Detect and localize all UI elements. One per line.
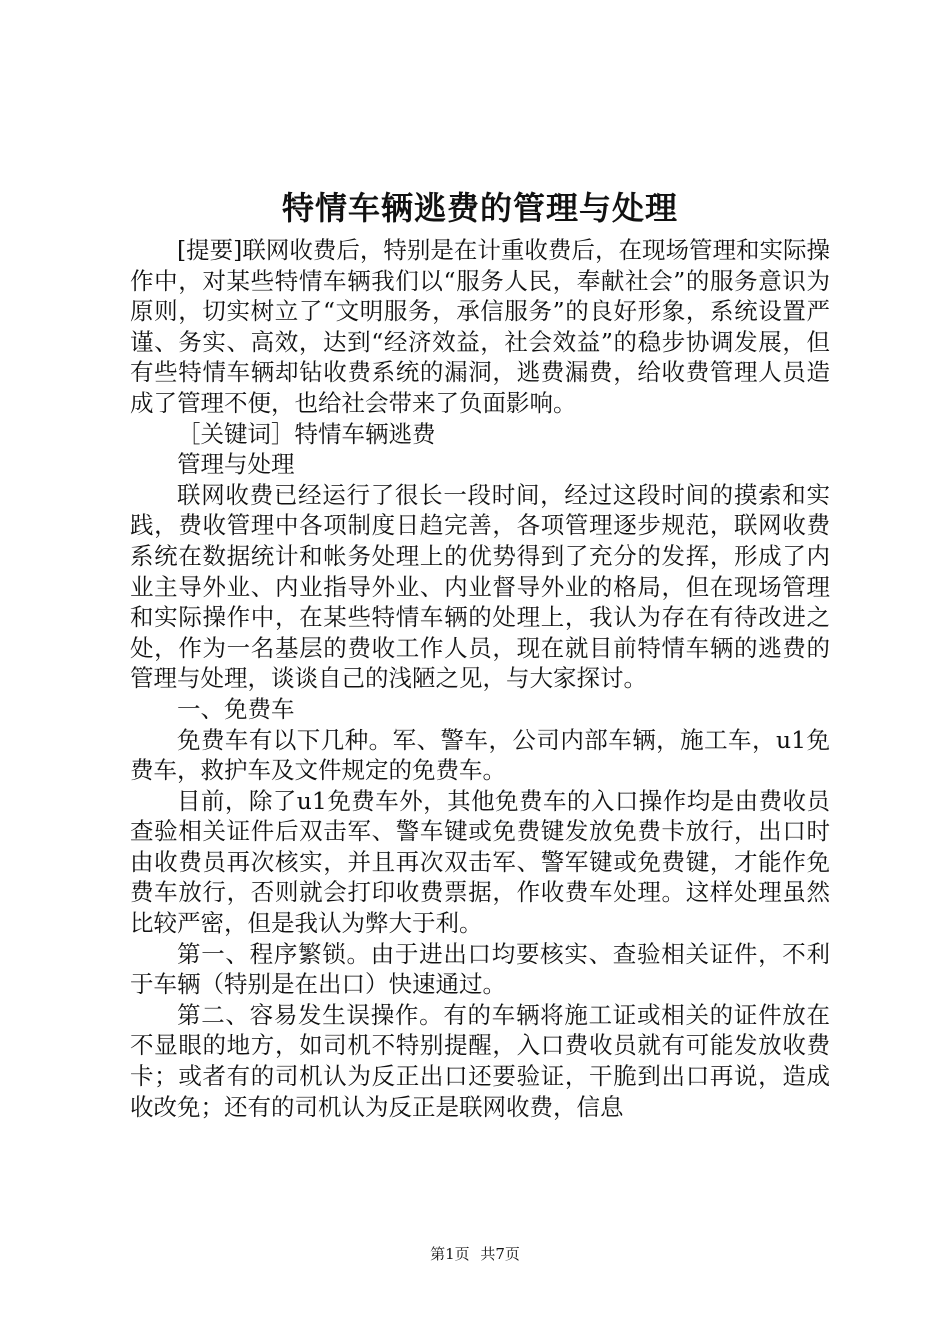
body-paragraph: 免费车有以下几种。军、警车，公司内部车辆，施工车，u1免费车，救护车及文件规定的免费车。	[130, 725, 830, 785]
keywords-continuation: 管理与处理	[177, 450, 295, 479]
keywords-line: ［关键词］特情车辆逃费	[177, 419, 436, 448]
abstract-paragraph: [提要]联网收费后，特别是在计重收费后，在现场管理和实际操作中，对某些特情车辆我们以“服务人民，奉献社会”的服务意识为原则，切实树立了“文明服务，承信服务”的良好形象，系统设置严谨、务实、高效，达到“经济效益，社会效益”的稳步协调发展，但有些特情车辆却钻收费系统的漏洞，逃费漏费，给收费管理人员造成了管理不便，也给社会带来了负面影响。	[130, 236, 830, 417]
document-title: 特情车辆逃费的管理与处理	[281, 189, 678, 227]
section-heading: 一、免费车	[177, 694, 295, 723]
page-footer	[0, 1244, 950, 1264]
body-paragraph: 目前，除了u1免费车外，其他免费车的入口操作均是由费收员查验相关证件后双击军、警车键或免费键发放免费卡放行，出口时由收费员再次核实，并且再次双击军、警军键或免费键，才能作免费车放行，否则就会打印收费票据，作收费车处理。这样处理虽然比较严密，但是我认为弊大于利。	[130, 786, 830, 938]
document-body	[130, 235, 830, 1122]
page-total: 共7页	[480, 1245, 520, 1263]
body-paragraph: 联网收费已经运行了很长一段时间，经过这段时间的摸索和实践，费收管理中各项制度日趋完善，各项管理逐步规范，联网收费系统在数据统计和帐务处理上的优势得到了充分的发挥，形成了内业主导外业、内业指导外业、内业督导外业的格局，但在现场管理和实际操作中，在某些特情车辆的处理上，我认为存在有待改进之处，作为一名基层的费收工作人员，现在就目前特情车辆的逃费的管理与处理，谈谈自己的浅陋之见，与大家探讨。	[130, 480, 830, 693]
body-paragraph: 第二、容易发生误操作。有的车辆将施工证或相关的证件放在不显眼的地方，如司机不特别提醒，入口费收员就有可能发放收费卡；或者有的司机认为反正出口还要验证，干脆到出口再说，造成收改免；还有的司机认为反正是联网收费，信息	[130, 1000, 830, 1121]
page-number: 第1页	[430, 1245, 470, 1263]
body-paragraph: 第一、程序繁锁。由于进出口均要核实、查验相关证件，不利于车辆（特别是在出口）快速通过。	[130, 939, 830, 999]
